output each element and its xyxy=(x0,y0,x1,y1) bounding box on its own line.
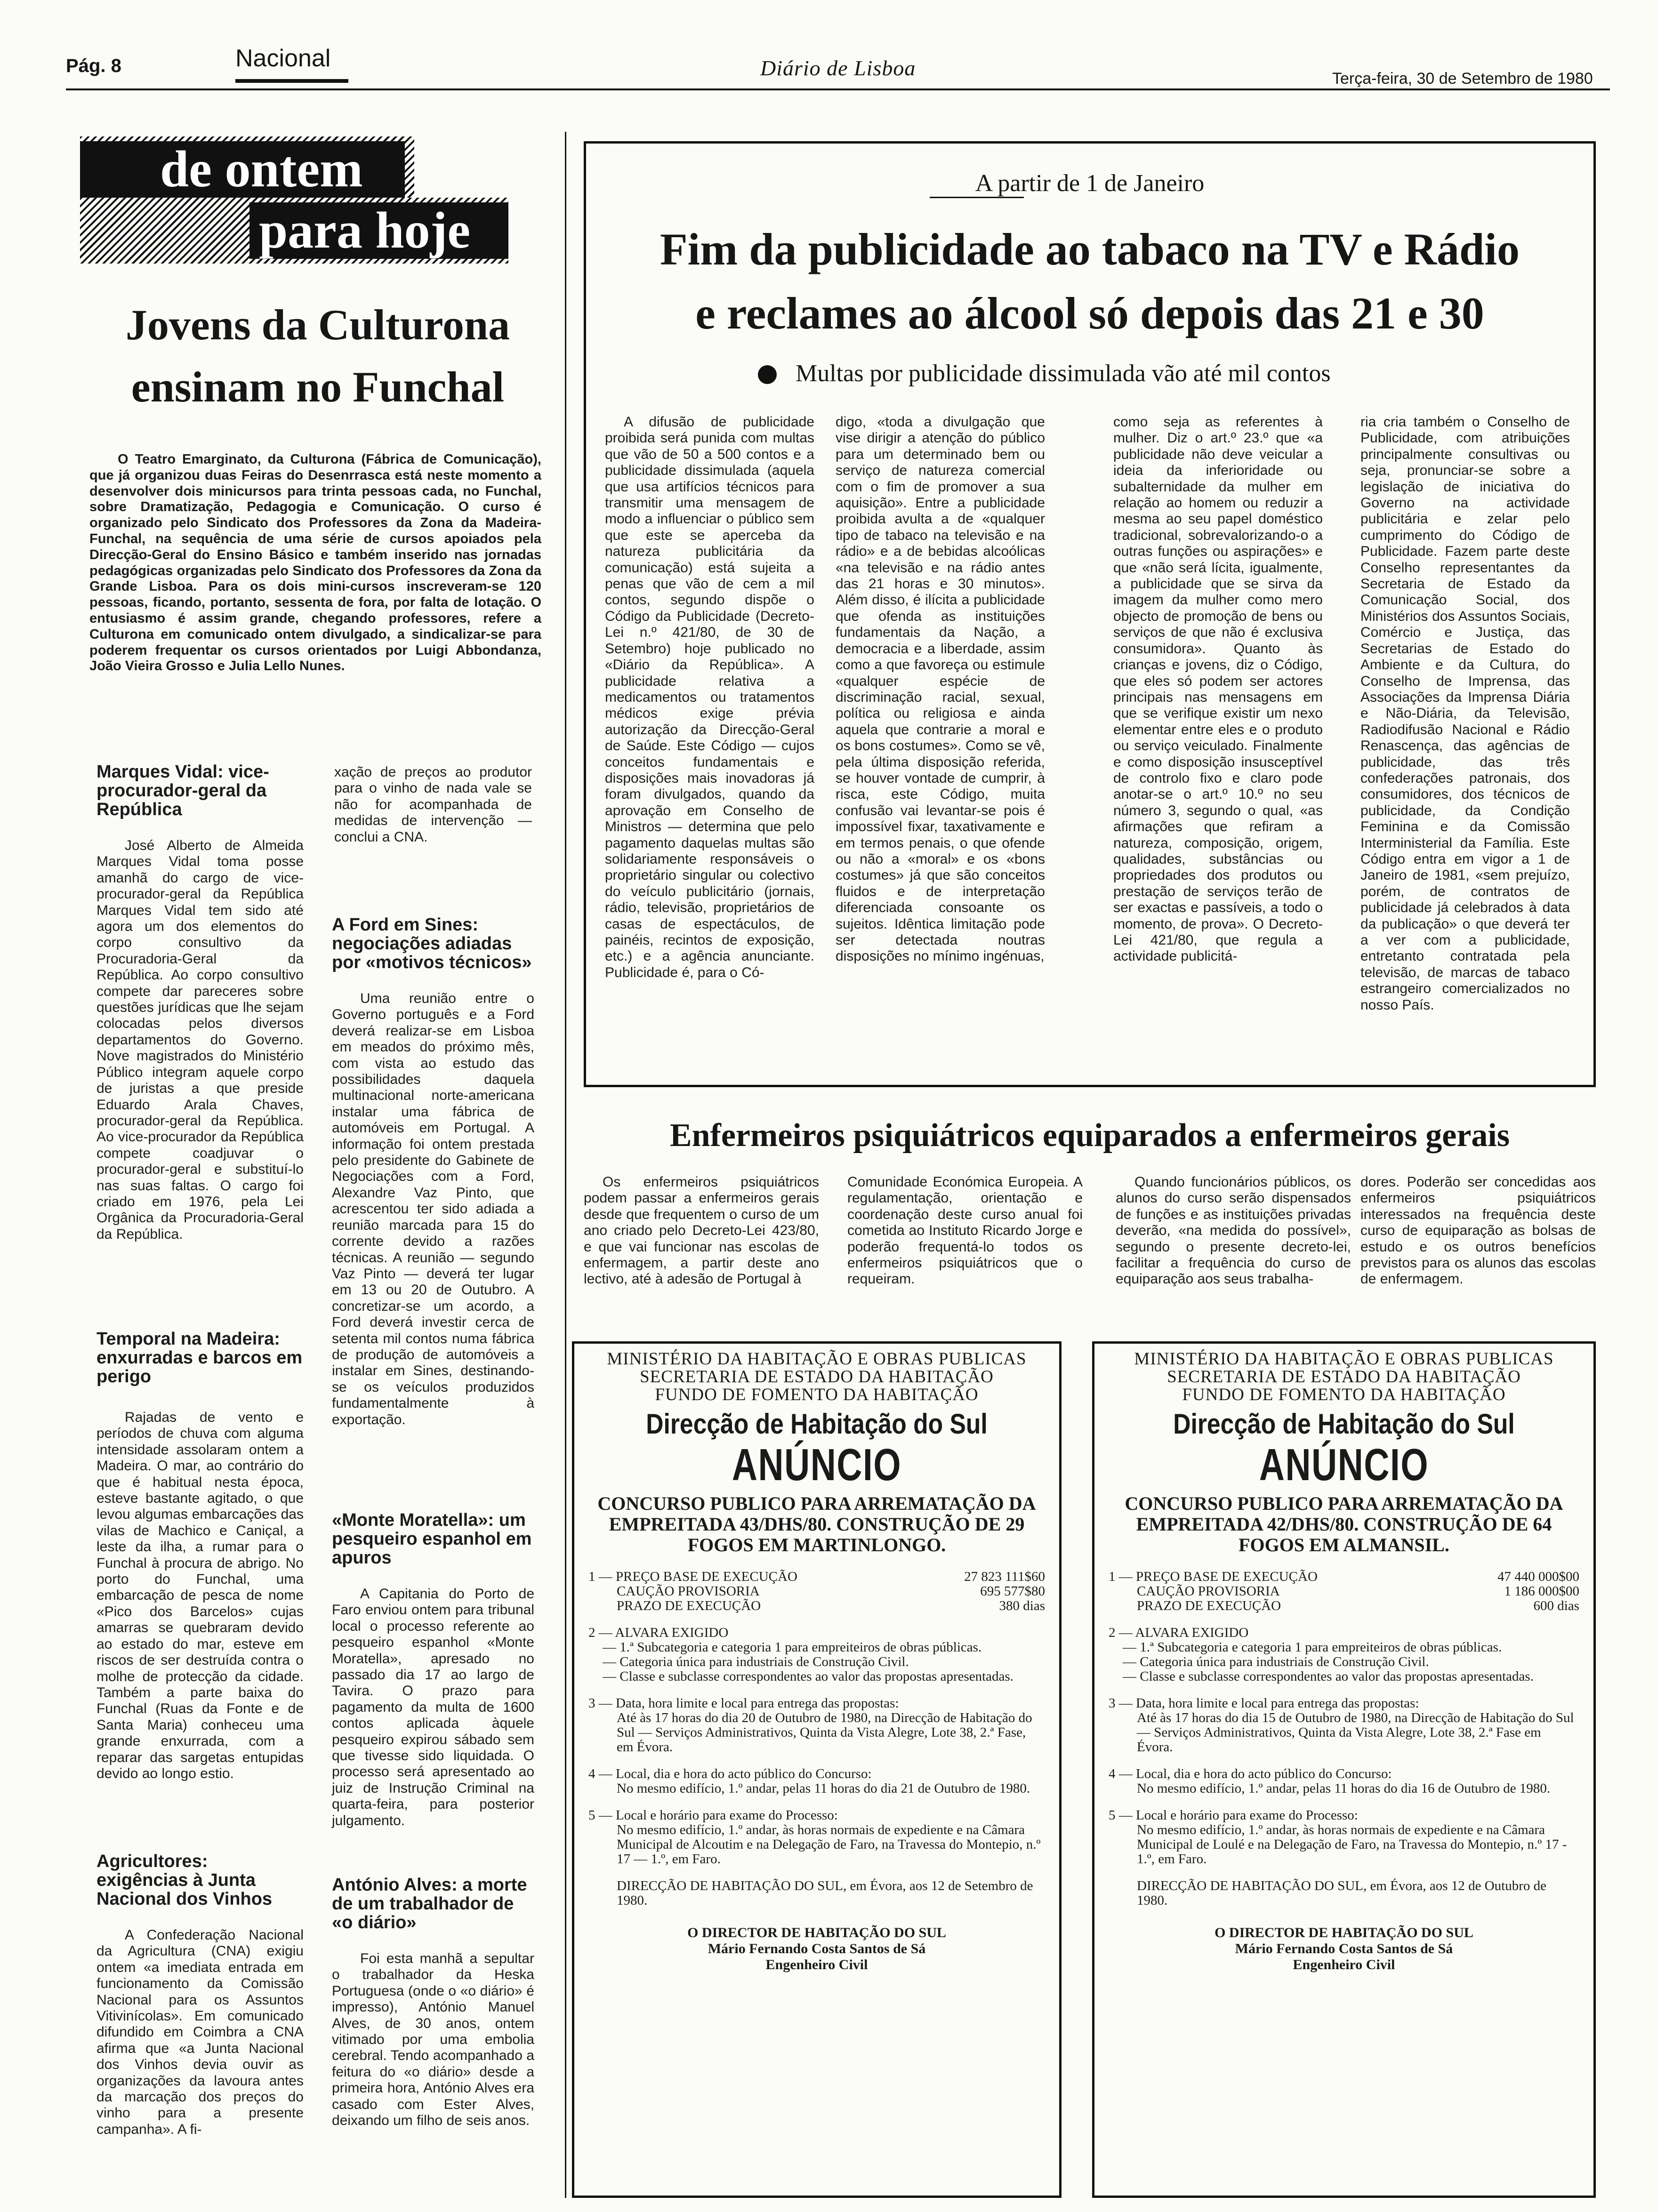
ad-left-closing: DIRECÇÃO DE HABITAÇÃO DO SUL, em Évora, aos 12 de Setembro de 1980. xyxy=(617,1878,1033,1908)
ad-right-prazo-label: PRAZO DE EXECUÇÃO xyxy=(1137,1598,1281,1613)
section-underline xyxy=(235,79,348,83)
nurses-col-1: Os enfermeiros psiquiátricos podem passar a enfermeiros gerais desde que frequentem o curso de um ano criado pelo Decreto-Lei 423/80, e que vai funcionar nas escolas de enfermagem, a partir deste ano lectivo, até à adesão de Portugal à xyxy=(584,1174,819,1287)
ad-right-signature-name: Mário Fernando Costa Santos de Sá xyxy=(1235,1941,1453,1956)
ad-right-caucao-label: CAUÇÃO PROVISORIA xyxy=(1137,1584,1280,1599)
tobacco-subhead: Multas por publicidade dissimulada vão até mil contos xyxy=(796,360,1331,387)
brief-temporal-body: Rajadas de vento e períodos de chuva com alguma intensidade assolaram ontem a Madeira. O mar, ao contrário do que é habitual nesta época, esteve bastante agitado, o que levou algumas embarcações das vilas de Machico e Caniçal, a leste da ilha, a rumar para o Funchal à procura de abrigo. No porto do Funchal, uma embarcação de pesca de nome «Pico dos Barcelos» cujas amarras se quebraram devido ao estado do mar, esteve em riscos de ser destruída contra o molhe de protecção da cidade. Também a parte baixa do Funchal (Ruas da Fonte e de Santa Maria) conheceu uma grande enxurrada, com a reparar das sargetas entupidas devido ao longo estio. xyxy=(97,1410,304,1781)
tobacco-kicker: A partir de 1 de Janeiro xyxy=(975,170,1205,197)
ad-right-price-value: 47 440 000$00 xyxy=(1497,1569,1579,1584)
brief-ford xyxy=(332,915,534,1466)
ad-left-price-value: 27 823 111$60 xyxy=(964,1569,1045,1584)
tobacco-kicker-underline xyxy=(930,197,1024,198)
ad-left-caucao-value: 695 577$80 xyxy=(980,1584,1045,1599)
ad-right-acto: 4 — Local, dia e hora do acto público do Concurso: xyxy=(1109,1766,1392,1781)
brief-agric xyxy=(97,1852,304,2191)
masthead-rule xyxy=(66,88,1610,90)
brief-ford-body: Uma reunião entre o Governo português e a Ford deverá realizar-se em Lisboa em meados do próximo mês, com vista ao estudo das possibilidades daquela multinacional norte-americana instalar uma fábrica de automóveis em Portugal. A informação foi ontem prestada pelo presidente do Gabinete de Negociações com a Ford, Alexandre Vaz Pinto, que acrescentou ter sido adiada a reunião marcada para 15 do corrente devido a razões técnicas. A reunião — segundo Vaz Pinto — deverá ter lugar em 13 ou 20 de Outubro. A concretizar-se um acordo, a Ford deverá investir cerca de setenta mil contos numa fábrica de produção de automóveis a instalar em Sines, destinando-se os veículos produzidos fundamentalmente à exportação. xyxy=(332,991,534,1427)
tobacco-col-1: A difusão de publicidade proibida será punida com multas que vão de 50 a 500 contos e a publicidade dissimulada (aquela que usa artifícios técnicos para transmitir uma mensagem de modo a influenciar o público sem que este se aperceba da natureza publicitária da comunicação) está sujeita a penas que vão de cem a mil contos, segundo dispõe o Código da Publicidade (Decreto-Lei n.º 421/80, de 30 de Setembro) hoje publicado no «Diário da República». A publicidade relativa a medicamentos ou tratamentos médicos exige prévia autorização da Direcção-Geral de Saúde. Este Código — cujos conceitos fundamentais e disposições mais inovadoras já foram divulgados, quando da aprovação em Conselho de Ministros — determina que pelo pagamento daquelas multas são solidariamente responsáveis o proprietário singular ou colectivo do veículo publicitário (jornais, rádio, televisão, proprietários de casas de espectáculos, de painéis, recintos de exposição, etc.) e a agência anunciante. Publicidade é, para o Có- xyxy=(605,414,814,980)
ad-almansil xyxy=(1092,1341,1596,2198)
ad-left-acto-text: No mesmo edifício, 1.º andar, pelas 11 horas do dia 21 de Outubro de 1980. xyxy=(617,1781,1030,1796)
ad-right-anuncio: ANÚNCIO xyxy=(1259,1440,1429,1490)
ad-right-alvara-a: — 1.ª Subcategoria e categoria 1 para empreiteiros de obras públicas. xyxy=(1123,1640,1502,1655)
brief-alves-kicker: António Alves: a morte de um trabalhador de «o diário» xyxy=(332,1875,527,1932)
section-name: Nacional xyxy=(235,45,331,72)
ad-right-exame-text: No mesmo edifício, 1.º andar, às horas normais de expediente e na Câmara Municipal de Loulé e na Delegação de Faro, na Travessa do Montepio, n.º 17 - 1.º, em Faro. xyxy=(1137,1822,1567,1867)
ad-left-signature-role: Engenheiro Civil xyxy=(765,1957,868,1972)
bullet-icon xyxy=(758,365,777,384)
ad-left-fund: FUNDO DE FOMENTO DA HABITAÇÃO xyxy=(655,1385,979,1404)
ad-martinlongo xyxy=(572,1341,1062,2198)
brief-moratella-body: A Capitania do Porto de Faro enviou ontem para tribunal local o processo referente ao pesqueiro espanhol «Monte Moratella», apresado no passado dia 17 ao largo de Tavira. O prazo para pagamento da multa de 1600 contos aplicada àquele pesqueiro expirou sábado sem que tivesse sido liquidada. O processo será apresentado ao juiz de Instrução Criminal na quarta-feira, para posterior julgamento. xyxy=(332,1586,534,1828)
nurses-col-3: Quando funcionários públicos, os alunos do curso serão dispensados de funções e as instituições privadas deverão, «na medida do possível», segundo o presente decreto-lei, facilitar a frequência do curso de equiparação aos seus trabalha- xyxy=(1116,1174,1351,1287)
ad-right-alvara-c: — Classe e subclasse correspondentes ao valor das propostas apresentadas. xyxy=(1123,1669,1534,1684)
brief-ford-kicker: A Ford em Sines: negociações adiadas por «motivos técnicos» xyxy=(332,915,532,972)
ad-left-brand: Direcção de Habitação do Sul xyxy=(646,1408,988,1440)
nurses-col-2: Comunidade Económica Europeia. A regulamentação, orientação e coordenação deste curso anual foi cometida ao Instituto Ricardo Jorge e poderão frequentá-lo todos os enfermeiros psiquiátricos que o requeiram. xyxy=(847,1174,1083,1287)
tobacco-col-3: como seja as referentes à mulher. Diz o art.º 23.º que «a publicidade não deve veicular a ideia da inferioridade ou subalternidade da mulher em relação ao homem ou reduzir a mesma ao seu papel doméstico tradicional, sobrevalorizando-o a outras funções ou aspirações» e que «não será lícita, igualmente, a publicidade que se sirva da imagem da mulher como mero objecto de promoção de bens ou serviços de que não é exclusiva consumidora». Quanto às crianças e jovens, diz o Código, que eles só podem ser actores principais nas mensagens em que se verifique existir um nexo elementar entre eles e o produto ou serviço veiculado. Finalmente e como disposição insusceptível de controlo fixo e claro pode anotar-se o art.º 10.º no seu número 3, segundo o qual, «as afirmações que refiram a natureza, composição, origem, qualidades, substâncias ou propriedades dos produtos ou prestação de serviços terão de ser exactas e passíveis, a todo o momento, de prova». O Decreto-Lei 421/80, que regula a actividade publicitá- xyxy=(1113,414,1323,964)
ad-right-secretariat: SECRETARIA DE ESTADO DA HABITAÇÃO xyxy=(1167,1367,1521,1387)
ad-right-exame: 5 — Local e horário para exame do Processo: xyxy=(1109,1808,1358,1823)
banner-line-2: para hoje xyxy=(249,202,508,259)
ad-left-acto: 4 — Local, dia e hora do acto público do Concurso: xyxy=(588,1766,872,1781)
tobacco-headline-2: e reclames ao álcool só depois das 21 e 30 xyxy=(695,288,1484,338)
ad-right-prazo-value: 600 dias xyxy=(1533,1598,1579,1613)
ad-right-caucao-value: 1 186 000$00 xyxy=(1504,1584,1579,1599)
ad-right-entrega: 3 — Data, hora limite e local para entrega das propostas: xyxy=(1109,1696,1419,1711)
nurses-col-4: dores. Poderão ser concedidas aos enfermeiros psiquiátricos interessados na frequência deste curso de equiparação as bolsas de estudo e os outros benefícios previstos para os alunos das escolas de enfermagem. xyxy=(1360,1174,1596,1287)
ad-right-closing: DIRECÇÃO DE HABITAÇÃO DO SUL, em Évora, aos 12 de Outubro de 1980. xyxy=(1137,1878,1546,1908)
lead-body: O Teatro Emarginato, da Culturona (Fábrica de Comunicação), que já organizou duas Feiras do Desenrrasca está neste momento a desenvolver dois minicursos para trinta pessoas cada, no Funchal, sobre Dramatização, Pedagogia e Comunicação. O curso é organizado pelo Sindicato dos Professores da Zona da Madeira-Funchal, na sequência de uma série de cursos apoiados pela Direcção-Geral do Ensino Básico e também inserido nas jornadas pedagógicas organizadas pelo Sindicato dos Professores da Zona da Grande Lisboa. Para os dois mini-cursos inscreveram-se 120 pessoas, ficando, portanto, sessenta de fora, por falta de lotação. O entusiasmo é assim grande, chegando professores, refere a Culturona em comunicado ontem divulgado, a sindicalizar-se para poderem frequentar os cursos orientados por Luigi Abbondanza, João Vieira Grosso e Julia Lello Nunes. xyxy=(89,452,541,674)
newspaper-title: Diário de Lisboa xyxy=(760,56,916,80)
issue-date: Terça-feira, 30 de Setembro de 1980 xyxy=(1332,70,1593,88)
tobacco-col-4: ria cria também o Conselho de Publicidade, com atribuições principalmente consultivas ou seja, pronunciar-se sobre a legislação de iniciativa do Governo na actividade publicitária e zelar pelo cumprimento do Código de Publicidade. Fazem parte deste Conselho representantes da Secretaria de Estado da Comunicação Social, dos Ministérios dos Assuntos Sociais, Comércio e Justiça, das Secretarias de Estado do Ambiente e da Cultura, do Conselho de Imprensa, das Associações da Imprensa Diária e Não-Diária, da Televisão, Radiodifusão Nacional e Rádio Renascença, das agências de publicidade, das três confederações patronais, dos consumidores, dos técnicos de publicidade, da Condição Feminina e da Comissão Interministerial da Família. Este Código entra em vigor a 1 de Janeiro de 1981, «sem prejuízo, porém, de contratos de publicidade já celebrados à data da publicação» o que deverá ter a ver com a publicidade, entretanto contratada pela televisão, de marcas de tabaco estrangeiro comercializados no nosso País. xyxy=(1360,414,1570,1013)
ad-left-prazo-label: PRAZO DE EXECUÇÃO xyxy=(617,1598,761,1613)
page-number: Pág. 8 xyxy=(66,56,121,76)
ad-left-secretariat: SECRETARIA DE ESTADO DA HABITAÇÃO xyxy=(640,1367,994,1387)
ad-right-ministry: MINISTÉRIO DA HABITAÇÃO E OBRAS PUBLICAS xyxy=(1134,1349,1554,1369)
lead-headline-1: Jovens da Culturona xyxy=(125,301,510,349)
ad-left-alvara: 2 — ALVARA EXIGIDO xyxy=(588,1625,729,1640)
ad-right-acto-text: No mesmo edifício, 1.º andar, pelas 11 horas do dia 16 de Outubro de 1980. xyxy=(1137,1781,1551,1796)
ad-left-price-label: 1 — PREÇO BASE DE EXECUÇÃO xyxy=(588,1569,797,1584)
ad-right-fund: FUNDO DE FOMENTO DA HABITAÇÃO xyxy=(1182,1385,1506,1404)
ad-left-ministry: MINISTÉRIO DA HABITAÇÃO E OBRAS PUBLICAS xyxy=(607,1349,1027,1369)
brief-temporal-kicker: Temporal na Madeira: enxurradas e barcos em perigo xyxy=(97,1329,303,1387)
ad-left-signature-title: O DIRECTOR DE HABITAÇÃO DO SUL xyxy=(687,1925,946,1940)
brief-alves-body: Foi esta manhã a sepultar o trabalhador da Heska Portuguesa (onde o «o diário» é impresso), António Manuel Alves, de 30 anos, ontem vitimado por uma embolia cerebral. Tendo acompanhado a feitura do «o diário» desde a primeira hora, António Alves era casado com Ester Alves, deixando um filho de seis anos. xyxy=(332,1951,534,2129)
ad-right-brand: Direcção de Habitação do Sul xyxy=(1173,1408,1515,1440)
ad-right-signature-role: Engenheiro Civil xyxy=(1293,1957,1395,1972)
ad-left-exame-text: No mesmo edifício, 1.º andar, às horas normais de expediente e na Câmara Municipal de Alcoutim e na Delegação de Faro, na Travessa do Montepio, n.º 17 — 1.º, em Faro. xyxy=(617,1822,1041,1867)
banner-line-1: de ontem xyxy=(80,141,405,198)
ad-right-signature-title: O DIRECTOR DE HABITAÇÃO DO SUL xyxy=(1215,1925,1473,1940)
left-column-divider xyxy=(565,132,566,2198)
lead-headline-2: ensinam no Funchal xyxy=(131,363,505,411)
ad-left-signature-name: Mário Fernando Costa Santos de Sá xyxy=(708,1941,926,1956)
brief-temporal xyxy=(97,1329,304,1781)
ad-right-alvara: 2 — ALVARA EXIGIDO xyxy=(1109,1625,1249,1640)
ad-left-alvara-b: — Categoria única para industriais de Construção Civil. xyxy=(603,1654,909,1669)
ad-left-alvara-a: — 1.ª Subcategoria e categoria 1 para empreiteiros de obras públicas. xyxy=(603,1640,982,1655)
brief-moratella xyxy=(332,1511,534,1831)
ad-right-entrega-text: Até às 17 horas do dia 15 de Outubro de 1980, na Direcção de Habitação do Sul — Serviços Administrativos, Quinta da Vista Alegre, Lote 38, 2.ª Fase em Évora. xyxy=(1137,1710,1574,1755)
ad-left-concurso: CONCURSO PUBLICO PARA ARREMATAÇÃO DA EMPREITADA 43/DHS/80. CONSTRUÇÃO DE 29 FOGOS EM MARTINLONGO. xyxy=(597,1493,1036,1555)
ad-left-entrega: 3 — Data, hora limite e local para entrega das propostas: xyxy=(588,1696,899,1711)
brief-alves xyxy=(332,1875,534,2196)
nurses-headline: Enfermeiros psiquiátricos equiparados a enfermeiros gerais xyxy=(669,1117,1510,1154)
ad-left-exame: 5 — Local e horário para exame do Processo: xyxy=(588,1808,838,1823)
brief-vidal-kicker: Marques Vidal: vice-procurador-geral da República xyxy=(97,762,269,819)
ad-left-entrega-text: Até às 17 horas do dia 20 de Outubro de 1980, na Direcção de Habitação do Sul — Serviços Administrativos, Quinta da Vista Alegre, Lote 38, 2.ª Fase, em Évora. xyxy=(617,1710,1032,1755)
brief-agric-kicker: Agricultores: exigências à Junta Nacional dos Vinhos xyxy=(97,1851,273,1909)
ad-right-alvara-b: — Categoria única para industriais de Construção Civil. xyxy=(1123,1654,1429,1669)
ad-left-prazo-value: 380 dias xyxy=(999,1598,1045,1613)
brief-vidal xyxy=(97,762,304,1261)
brief-moratella-kicker: «Monte Moratella»: um pesqueiro espanhol em apuros xyxy=(332,1510,532,1568)
tobacco-col-2: digo, «toda a divulgação que vise dirigir a atenção do público para um determinado bem ou serviço de natureza comercial com o fim de promover a sua aquisição». Entre a publicidade proibida avulta a de «qualquer tipo de tabaco na televisão e na rádio» e a de bebidas alcoólicas «na televisão e na rádio antes das 21 horas e 30 minutos». Além disso, é ilícita a publicidade que ofenda as instituições fundamentais da Nação, a democracia e a liberdade, assim como a que favoreça ou estimule «qualquer espécie de discriminação racial, sexual, política ou religiosa e ainda aquela que contrarie a moral e os bons costumes». Como se vê, pela última disposição referida, se houver vontade de cumprir, à risca, este Código, muita confusão vai levantar-se pois é impossível fixar, taxativamente e em termos penais, o que ofende ou não a «moral» e os «bons costumes» já que são conceitos fluidos e de interpretação diferenciada consoante os sujeitos. Idêntica limitação pode ser detectada noutras disposições no mínimo ingénuas, xyxy=(836,414,1045,964)
brief-vidal-body: José Alberto de Almeida Marques Vidal toma posse amanhã do cargo de vice-procurador-geral da República Marques Vidal tem sido até agora um dos elementos do corpo consultivo da Procuradoria-Geral da República. Ao corpo consultivo compete dar pareceres sobre questões jurídicas que lhe sejam colocadas pelos diversos departamentos do Governo. Nove magistrados do Ministério Público integram aquele corpo de juristas a que preside Eduardo Arala Chaves, procurador-geral da República. Ao vice-procurador da República compete coadjuvar o procurador-geral e substituí-lo nas suas faltas. O cargo foi criado em 1976, pela Lei Orgânica da Procuradoria-Geral da República. xyxy=(97,838,304,1242)
ad-left-alvara-c: — Classe e subclasse correspondentes ao valor das propostas apresentadas. xyxy=(603,1669,1014,1684)
ad-left-anuncio: ANÚNCIO xyxy=(732,1440,902,1490)
ad-right-price-label: 1 — PREÇO BASE DE EXECUÇÃO xyxy=(1109,1569,1318,1584)
tobacco-headline-1: Fim da publicidade ao tabaco na TV e Rádio xyxy=(660,224,1520,274)
ad-left-caucao-label: CAUÇÃO PROVISORIA xyxy=(617,1584,760,1599)
brief-agric-body: A Confederação Nacional da Agricultura (CNA) exigiu ontem «a imediata entrada em funcionamento da Comissão Nacional para os Assuntos Vitivinícolas». Em comunicado difundido em Coimbra a CNA afirma que «a Junta Nacional dos Vinhos devia ouvir as organizações da lavoura antes da marcação dos preços do vinho para a presente campanha». A fi- xyxy=(97,1927,304,2137)
ad-right-concurso: CONCURSO PUBLICO PARA ARREMATAÇÃO DA EMPREITADA 42/DHS/80. CONSTRUÇÃO DE 64 FOGOS EM ALMANSIL. xyxy=(1125,1493,1563,1555)
brief-cna-tail: xação de preços ao produtor para o vinho de nada vale se não for acompanhada de medidas de intervenção — conclui a CNA. xyxy=(334,764,532,845)
